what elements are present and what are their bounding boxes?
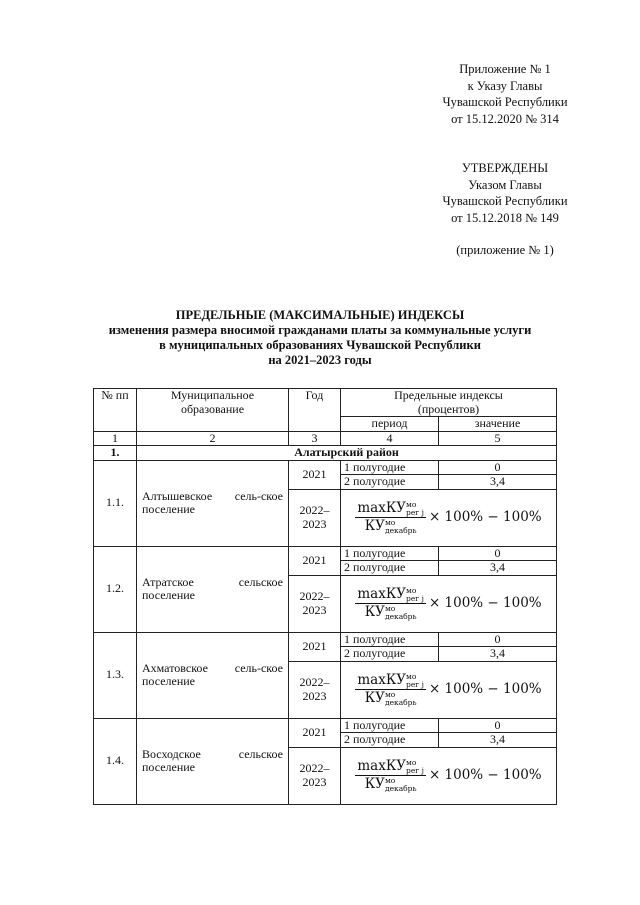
district-name: Алатырский район — [137, 446, 557, 461]
value-cell: 0 — [439, 460, 557, 475]
index-formula — [341, 661, 557, 718]
approval-stamp — [405, 160, 605, 226]
formula-fraction — [355, 501, 426, 534]
municipality-name: Ахматовское сель-ское поселение — [137, 632, 289, 718]
formula-fraction — [355, 673, 426, 706]
formula-sub: рег j — [406, 593, 424, 603]
header-mo: Муниципальное образование — [137, 389, 289, 432]
appendix-line: к Указу Главы — [467, 78, 543, 93]
value-cell: 0 — [439, 718, 557, 733]
formula-tail: × 100% − 100% — [428, 595, 542, 611]
formula-sup: мо — [384, 776, 396, 785]
header-indices: Предельные индексы (процентов) — [341, 389, 557, 417]
district-num: 1. — [94, 446, 137, 461]
year-cell: 2021 — [289, 632, 341, 661]
formula-sub: рег j — [406, 679, 424, 689]
document-subtitle: изменения размера вносимой гражданами платы за коммунальные услуги — [108, 323, 532, 337]
approval-line: УТВЕРЖДЕНЫ — [461, 161, 549, 175]
row-num: 1.4. — [94, 718, 137, 804]
appendix-reference — [405, 61, 605, 127]
indices-table — [93, 388, 557, 805]
index-formula — [341, 575, 557, 632]
formula-tail: × 100% − 100% — [428, 509, 542, 525]
row-num: 1.2. — [94, 546, 137, 632]
formula-sup: мо — [406, 500, 417, 509]
formula-sub: рег j — [406, 507, 424, 517]
formula-num-base: maxКУ — [357, 758, 407, 774]
formula-sup: мо — [406, 758, 417, 767]
year-cell: 2022–2023 — [289, 661, 341, 718]
column-number: 2 — [137, 431, 289, 446]
header-year: Год — [289, 389, 341, 432]
document-subtitle: на 2021–2023 годы — [268, 353, 372, 367]
document-subtitle: в муниципальных образованиях Чувашской Республики — [159, 338, 481, 352]
formula-num-base: maxКУ — [357, 586, 407, 602]
approval-line: Указом Главы — [468, 177, 542, 192]
formula-tail: × 100% − 100% — [428, 767, 542, 783]
period-cell: 1 полугодие — [341, 460, 439, 475]
value-cell: 0 — [439, 632, 557, 647]
value-cell: 3,4 — [439, 561, 557, 576]
formula-den-base: КУ — [364, 604, 385, 620]
formula-sup: мо — [406, 672, 417, 681]
period-cell: 2 полугодие — [341, 561, 439, 576]
approval-line: Чувашской Республики — [442, 194, 568, 208]
row-num: 1.1. — [94, 460, 137, 546]
appendix-line: Чувашской Республики — [442, 95, 568, 109]
formula-sub: декабрь — [384, 697, 417, 707]
header-num: № пп — [94, 389, 137, 432]
formula-sup: мо — [406, 586, 417, 595]
period-cell: 1 полугодие — [341, 632, 439, 647]
column-number: 3 — [289, 431, 341, 446]
formula-den-base: КУ — [364, 690, 385, 706]
formula-sub: декабрь — [384, 611, 417, 621]
column-number: 1 — [94, 431, 137, 446]
formula-den-base: КУ — [364, 518, 385, 534]
year-cell: 2022–2023 — [289, 575, 341, 632]
formula-sub: декабрь — [384, 783, 417, 793]
appendix-line: Приложение № 1 — [459, 62, 551, 76]
header-period: период — [341, 417, 439, 432]
column-number: 4 — [341, 431, 439, 446]
index-formula — [341, 747, 557, 804]
appendix-note: (приложение № 1) — [456, 243, 554, 257]
formula-sub: рег j — [406, 765, 424, 775]
value-cell: 3,4 — [439, 475, 557, 490]
year-cell: 2022–2023 — [289, 747, 341, 804]
approval-line: от 15.12.2018 № 149 — [451, 210, 559, 225]
document-title: ПРЕДЕЛЬНЫЕ (МАКСИМАЛЬНЫЕ) ИНДЕКСЫ — [175, 308, 465, 322]
row-num: 1.3. — [94, 632, 137, 718]
period-cell: 1 полугодие — [341, 546, 439, 561]
year-cell: 2022–2023 — [289, 489, 341, 546]
formula-fraction — [355, 587, 426, 620]
formula-sub: декабрь — [384, 525, 417, 535]
index-formula — [341, 489, 557, 546]
period-cell: 1 полугодие — [341, 718, 439, 733]
municipality-name: Алтышевское сель-ское поселение — [137, 460, 289, 546]
header-value: значение — [439, 417, 557, 432]
period-cell: 2 полугодие — [341, 733, 439, 748]
period-cell: 2 полугодие — [341, 647, 439, 662]
appendix-line: от 15.12.2020 № 314 — [451, 111, 559, 126]
year-cell: 2021 — [289, 718, 341, 747]
formula-den-base: КУ — [364, 776, 385, 792]
municipality-name: Атратское сельское поселение — [137, 546, 289, 632]
formula-sup: мо — [384, 690, 396, 699]
formula-num-base: maxКУ — [357, 672, 407, 688]
period-cell: 2 полугодие — [341, 475, 439, 490]
formula-sup: мо — [384, 518, 396, 527]
value-cell: 0 — [439, 546, 557, 561]
formula-tail: × 100% − 100% — [428, 681, 542, 697]
formula-sup: мо — [384, 604, 396, 613]
year-cell: 2021 — [289, 546, 341, 575]
formula-fraction — [355, 759, 426, 792]
value-cell: 3,4 — [439, 647, 557, 662]
municipality-name: Восходское сельское поселение — [137, 718, 289, 804]
formula-num-base: maxКУ — [357, 500, 407, 516]
value-cell: 3,4 — [439, 733, 557, 748]
column-number: 5 — [439, 431, 557, 446]
year-cell: 2021 — [289, 460, 341, 489]
